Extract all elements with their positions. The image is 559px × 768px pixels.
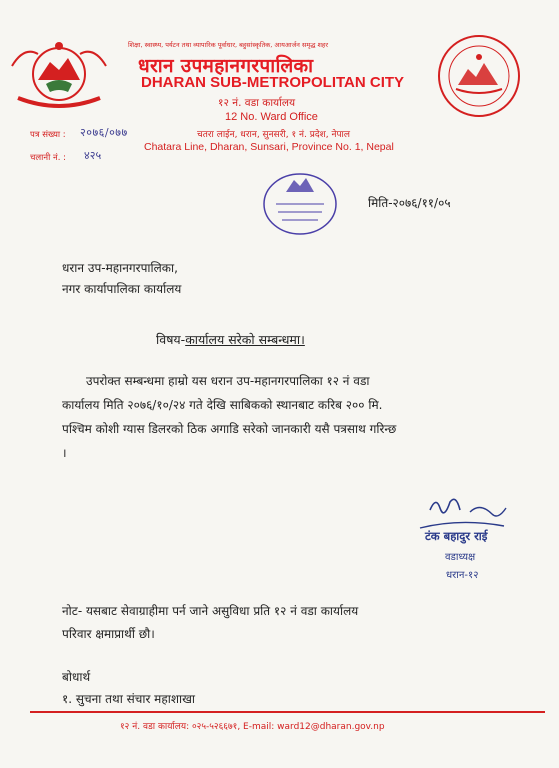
ward-office-np: १२ नं. वडा कार्यालय — [218, 97, 296, 109]
cc-item: १. सुचना तथा संचार महाशाखा — [62, 692, 196, 706]
municipality-seal-icon — [436, 33, 522, 119]
dispatch-number-value: ४२५ — [84, 149, 102, 162]
letter-subject — [156, 331, 305, 348]
body-line: कार्यालय मिति २०७६/१०/२४ गते देखि साबिकको स्थानबाट करिब २०० मि. — [62, 398, 383, 412]
body-line: उपरोक्त सम्बन्धमा हाम्रो यस धरान उप-महानगरपालिका १२ नं वडा — [86, 374, 370, 388]
footer-contact: १२ नं. वडा कार्यालय: ०२५-५२६६७१, E-mail: ward12@dharan.gov.np — [120, 722, 385, 732]
letter-date: मिति-२०७६/११/०५ — [368, 196, 451, 210]
address-en: Chatara Line, Dharan, Sunsari, Province No. 1, Nepal — [144, 141, 394, 153]
ref-number-label: पत्र संख्या : — [30, 130, 66, 140]
note-line-1: नोट- यसबाट सेवाग्राहीमा पर्न जाने असुविधा प्रति १२ नं वडा कार्यालय — [62, 604, 359, 618]
dispatch-number-label: चलानी नं. : — [30, 153, 66, 163]
subject-text: कार्यालय सरेको सम्बन्धमा। — [185, 332, 305, 347]
municipality-name-en: DHARAN SUB-METROPOLITAN CITY — [141, 74, 405, 91]
ref-number-value: २०७६/०७७ — [80, 126, 128, 139]
ward-stamp-icon — [260, 166, 340, 238]
signatory-ward: धरान-१२ — [446, 570, 479, 581]
footer-divider — [30, 711, 545, 713]
ward-office-en: 12 No. Ward Office — [225, 111, 318, 123]
signatory-post: वडाध्यक्ष — [445, 552, 476, 563]
recipient-line-2: नगर कार्यापालिका कार्यालय — [62, 282, 182, 296]
letterhead-tagline: शिक्षा, स्वास्थ्य, पर्यटन तथा व्यापारिक पूर्वाधार, बहुसांस्कृतिक, आयआर्जन समृद्ध शहर — [128, 41, 329, 49]
body-line: पश्चिम कोशी ग्यास डिलरको ठिक अगाडि सरेको जानकारी यसै पत्रसाथ गरिन्छ — [62, 422, 397, 436]
signatory-name: टंक बहादुर राई — [425, 529, 488, 543]
municipality-name-np: धरान उपमहानगरपालिका — [138, 55, 314, 77]
nepal-emblem-icon — [8, 36, 110, 116]
subject-prefix: विषय- — [156, 332, 186, 347]
note-line-2: परिवार क्षमाप्रार्थी छौ। — [62, 627, 155, 641]
recipient-line-1: धरान उप-महानगरपालिका, — [62, 261, 178, 275]
cc-heading: बोधार्थ — [62, 670, 91, 684]
address-np: चतरा लाईन, धरान, सुनसरी, १ नं. प्रदेश, नेपाल — [197, 130, 350, 140]
body-line: । — [62, 446, 67, 460]
